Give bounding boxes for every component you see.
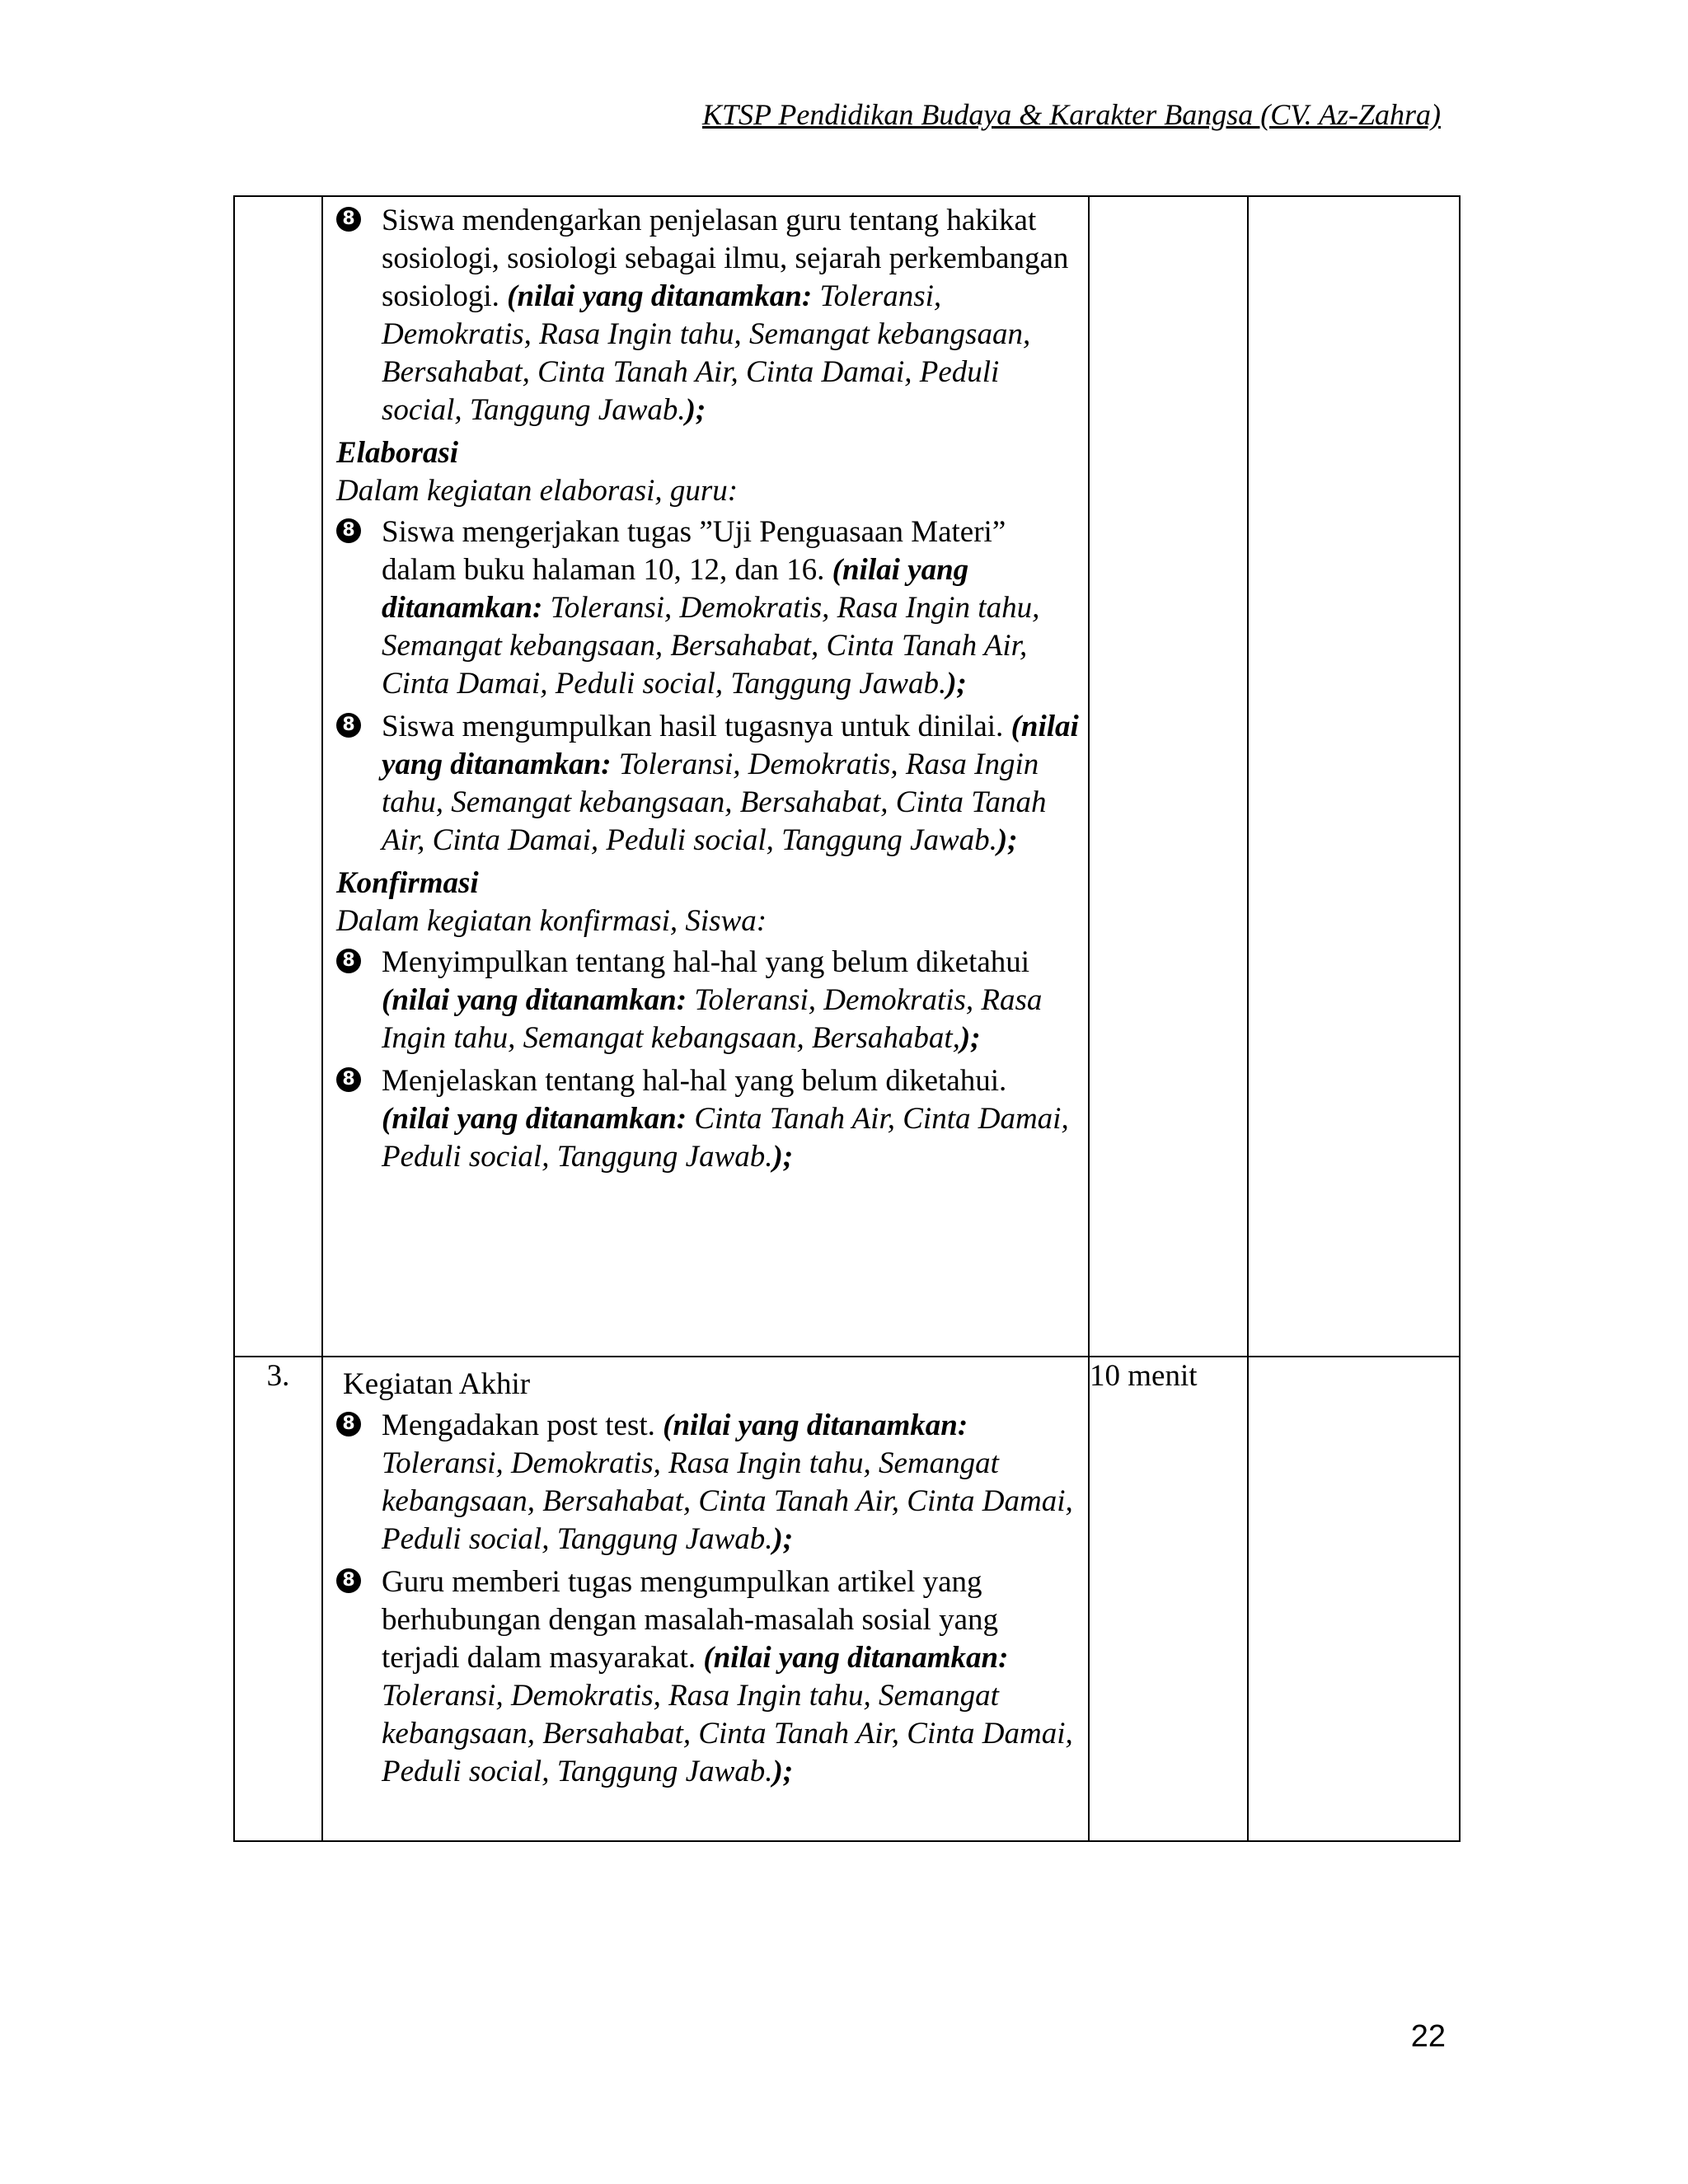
nilai-close: );	[946, 667, 967, 701]
numbered-bullet-icon: 8	[336, 1568, 361, 1593]
section-intro-elaborasi: Dalam kegiatan elaborasi, guru:	[336, 474, 738, 508]
list-item	[336, 1407, 1081, 1558]
time-cell	[1089, 196, 1248, 1357]
list-item	[336, 1062, 1081, 1176]
numbered-bullet-icon: 8	[336, 713, 361, 738]
nilai-values: Toleransi, Demokratis, Rasa Ingin tahu, Semangat kebangsaan, Bersahabat, Cinta Tanah Air, Cinta Damai, Peduli social, Tanggung Jawab.	[382, 1679, 1073, 1788]
activity-cell	[322, 1357, 1089, 1841]
nilai-values: Cinta Tanah Air, Cinta Damai, Peduli social, Tanggung Jawab.	[382, 1102, 1069, 1174]
row-number-cell: 3.	[234, 1357, 322, 1841]
item-lead: Mengadakan post test.	[382, 1408, 663, 1442]
section-title-kegiatan-akhir: Kegiatan Akhir	[343, 1367, 531, 1401]
nilai-close: );	[959, 1021, 981, 1055]
page-number: 22	[1410, 2019, 1446, 2054]
numbered-bullet-icon: 8	[336, 1412, 361, 1436]
section-title-elaborasi: Elaborasi	[336, 436, 459, 470]
list-item	[336, 944, 1081, 1057]
nilai-values: Toleransi, Demokratis, Rasa Ingin tahu, Semangat kebangsaan, Bersahabat, Cinta Tanah Air, Cinta Damai, Peduli social, Tanggung Jawab.	[382, 748, 1047, 857]
nilai-close: );	[996, 823, 1018, 857]
nilai-values: Toleransi, Demokratis, Rasa Ingin tahu, Semangat kebangsaan, Bersahabat,	[382, 983, 1043, 1055]
time-cell: 10 menit	[1089, 1357, 1248, 1841]
section-intro-konfirmasi: Dalam kegiatan konfirmasi, Siswa:	[336, 904, 767, 938]
lesson-activity-table	[233, 195, 1461, 1842]
nilai-values: Toleransi, Demokratis, Rasa Ingin tahu, Semangat kebangsaan, Bersahabat, Cinta Tanah Air, Cinta Damai, Peduli social, Tanggung Jawab.	[382, 1446, 1073, 1556]
list-item	[336, 202, 1081, 429]
nilai-values: Toleransi, Demokratis, Rasa Ingin tahu, Semangat kebangsaan, Bersahabat, Cinta Tanah Air, Cinta Damai, Peduli social, Tanggung Jawab.	[382, 591, 1040, 701]
row-number-cell	[234, 196, 322, 1357]
nilai-label: (nilai yang ditanamkan:	[663, 1408, 968, 1442]
item-lead: Menjelaskan tentang hal-hal yang belum diketahui.	[382, 1064, 1007, 1098]
item-lead: Siswa mengerjakan tugas ”Uji Penguasaan Materi” dalam buku halaman 10, 12, dan 16.	[382, 515, 1006, 587]
numbered-bullet-icon: 8	[336, 1067, 361, 1092]
nilai-close: );	[772, 1755, 794, 1788]
numbered-bullet-icon: 8	[336, 518, 361, 543]
list-item	[336, 513, 1081, 703]
section-title-konfirmasi: Konfirmasi	[336, 866, 479, 900]
nilai-label: (nilai yang ditanamkan:	[507, 279, 813, 313]
running-header: KTSP Pendidikan Budaya & Karakter Bangsa (CV. Az-Zahra)	[702, 98, 1441, 131]
nilai-values: Toleransi, Demokratis, Rasa Ingin tahu, Semangat kebangsaan, Bersahabat, Cinta Tanah Air, Cinta Damai, Peduli social, Tanggung Jawab.	[382, 279, 1031, 427]
nilai-label: (nilai yang ditanamkan:	[382, 710, 1079, 781]
table-row	[234, 1357, 1460, 1841]
numbered-bullet-icon: 8	[336, 949, 361, 973]
notes-cell	[1248, 1357, 1460, 1841]
item-lead: Siswa mendengarkan penjelasan guru tentang hakikat sosiologi, sosiologi sebagai ilmu, sejarah perkembangan sosiologi.	[382, 204, 1069, 313]
item-lead: Siswa mengumpulkan hasil tugasnya untuk dinilai.	[382, 710, 1011, 743]
nilai-label: (nilai yang ditanamkan:	[382, 553, 969, 625]
item-lead: Menyimpulkan tentang hal-hal yang belum diketahui	[382, 945, 1030, 979]
table-row	[234, 196, 1460, 1357]
notes-cell	[1248, 196, 1460, 1357]
activity-cell	[322, 196, 1089, 1357]
nilai-close: );	[772, 1522, 794, 1556]
list-item	[336, 1563, 1081, 1791]
item-lead: Guru memberi tugas mengumpulkan artikel yang berhubungan dengan masalah-masalah sosial yang terjadi dalam masyarakat.	[382, 1565, 998, 1675]
nilai-label: (nilai yang ditanamkan:	[703, 1641, 1009, 1675]
nilai-close: );	[685, 393, 706, 427]
numbered-bullet-icon: 8	[336, 207, 361, 232]
nilai-label: (nilai yang ditanamkan:	[382, 1102, 687, 1136]
list-item	[336, 708, 1081, 860]
nilai-label: (nilai yang ditanamkan:	[382, 983, 687, 1017]
nilai-close: );	[772, 1140, 794, 1174]
